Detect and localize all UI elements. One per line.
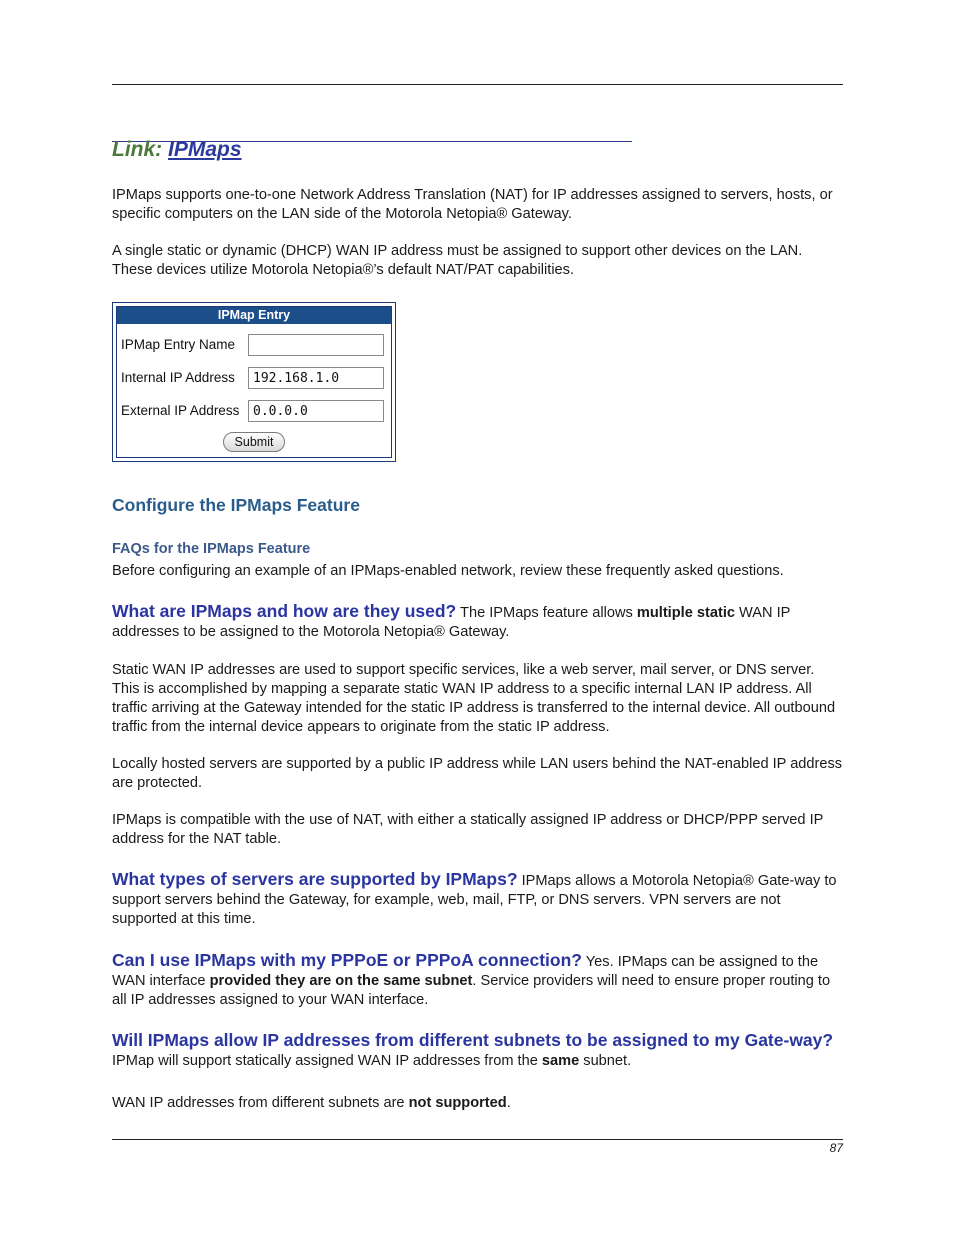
faq-intro: Before configuring an example of an IPMaps-enabled network, review these frequently asked questions. xyxy=(112,563,784,579)
page-title xyxy=(112,138,242,162)
footer-rule xyxy=(112,1139,843,1140)
final-post: . xyxy=(506,1095,511,1111)
locally-hosted-paragraph: Locally hosted servers are supported by a public IP address while LAN users behind the NAT-enabled IP address are protected. xyxy=(112,756,843,791)
final-paragraph xyxy=(112,1094,843,1113)
faq-3 xyxy=(112,951,843,1010)
title-link-ipmaps[interactable]: IPMaps xyxy=(168,138,242,161)
faq-4-answer-post: subnet. xyxy=(579,1053,632,1069)
faq-3-answer-pre: Yes. IPMaps can be assigned to the WAN interface xyxy=(112,954,819,989)
compatibility-paragraph: IPMaps is compatible with the use of NAT, with either a statically assigned IP address or DHCP/PPP served IP address for the NAT table. xyxy=(112,812,824,847)
entry-name-label: IPMap Entry Name xyxy=(121,337,236,352)
intro-paragraph-2: A single static or dynamic (DHCP) WAN IP address must be assigned to support other devices on the LAN. These devices utilize Motorola Netopia®’s default NAT/PAT capabilities. xyxy=(112,243,803,278)
faq-2 xyxy=(112,870,843,929)
internal-ip-field[interactable]: 192.168.1.0 xyxy=(248,367,384,389)
internal-ip-label: Internal IP Address xyxy=(121,370,235,385)
faq-4-answer-bold: same xyxy=(541,1053,580,1069)
faq-1-answer-bold: multiple static xyxy=(636,605,735,621)
faq-4-answer-pre: IPMap will support statically assigned WAN IP addresses from the xyxy=(112,1053,542,1069)
external-ip-label: External IP Address xyxy=(121,403,240,418)
section-heading: Configure the IPMaps Feature xyxy=(112,495,360,515)
static-wan-paragraph: Static WAN IP addresses are used to support specific services, like a web server, mail server, or DNS server. This is accomplished by mapping a separate static WAN IP address to a specific internal LAN IP address. All traffic arriving at the Gateway intended for the static IP address is transferred to the internal device. All outbound traffic from the internal device appears to originate from the static IP address. xyxy=(112,662,836,735)
faq-1 xyxy=(112,602,843,642)
page-number: 87 xyxy=(829,1141,843,1155)
faq-2-question: What types of servers are supported by IPMaps? xyxy=(112,869,518,889)
external-ip-field[interactable]: 0.0.0.0 xyxy=(248,400,384,422)
submit-button[interactable]: Submit xyxy=(223,432,285,452)
title-prefix: Link: xyxy=(112,138,168,161)
intro-paragraph-1: IPMaps supports one-to-one Network Address Translation (NAT) for IP addresses assigned to servers, hosts, or specific computers on the LAN side of the Motorola Netopia® Gateway. xyxy=(112,187,833,222)
faq-heading: FAQs for the IPMaps Feature xyxy=(112,541,311,557)
faq-3-answer-bold: provided they are on the same subnet xyxy=(209,973,473,989)
ipmap-entry-panel xyxy=(112,302,396,462)
faq-4-question: Will IPMaps allow IP addresses from different subnets to be assigned to my Gate-way? xyxy=(112,1030,834,1050)
faq-4 xyxy=(112,1031,843,1071)
faq-1-question: What are IPMaps and how are they used? xyxy=(112,601,457,621)
faq-3-question: Can I use IPMaps with my PPPoE or PPPoA connection? xyxy=(112,950,582,970)
panel-header: IPMap Entry xyxy=(117,307,391,324)
final-pre: WAN IP addresses from different subnets are xyxy=(112,1095,409,1111)
faq-1-answer-pre: The IPMaps feature allows xyxy=(456,605,637,621)
faq-3-answer-post: . Service providers will need to ensure proper routing to all IP addresses assigned to your WAN interface. xyxy=(112,973,831,1008)
entry-name-field[interactable] xyxy=(248,334,384,356)
header-rule xyxy=(112,84,843,85)
faq-1-answer-post: WAN IP addresses to be assigned to the Motorola Netopia® Gateway. xyxy=(112,605,791,640)
faq-2-answer: IPMaps allows a Motorola Netopia® Gate-way to support servers behind the Gateway, for example, web, mail, FTP, or DNS servers. VPN servers are not supported at this time. xyxy=(112,873,837,927)
final-bold: not supported xyxy=(408,1095,507,1111)
